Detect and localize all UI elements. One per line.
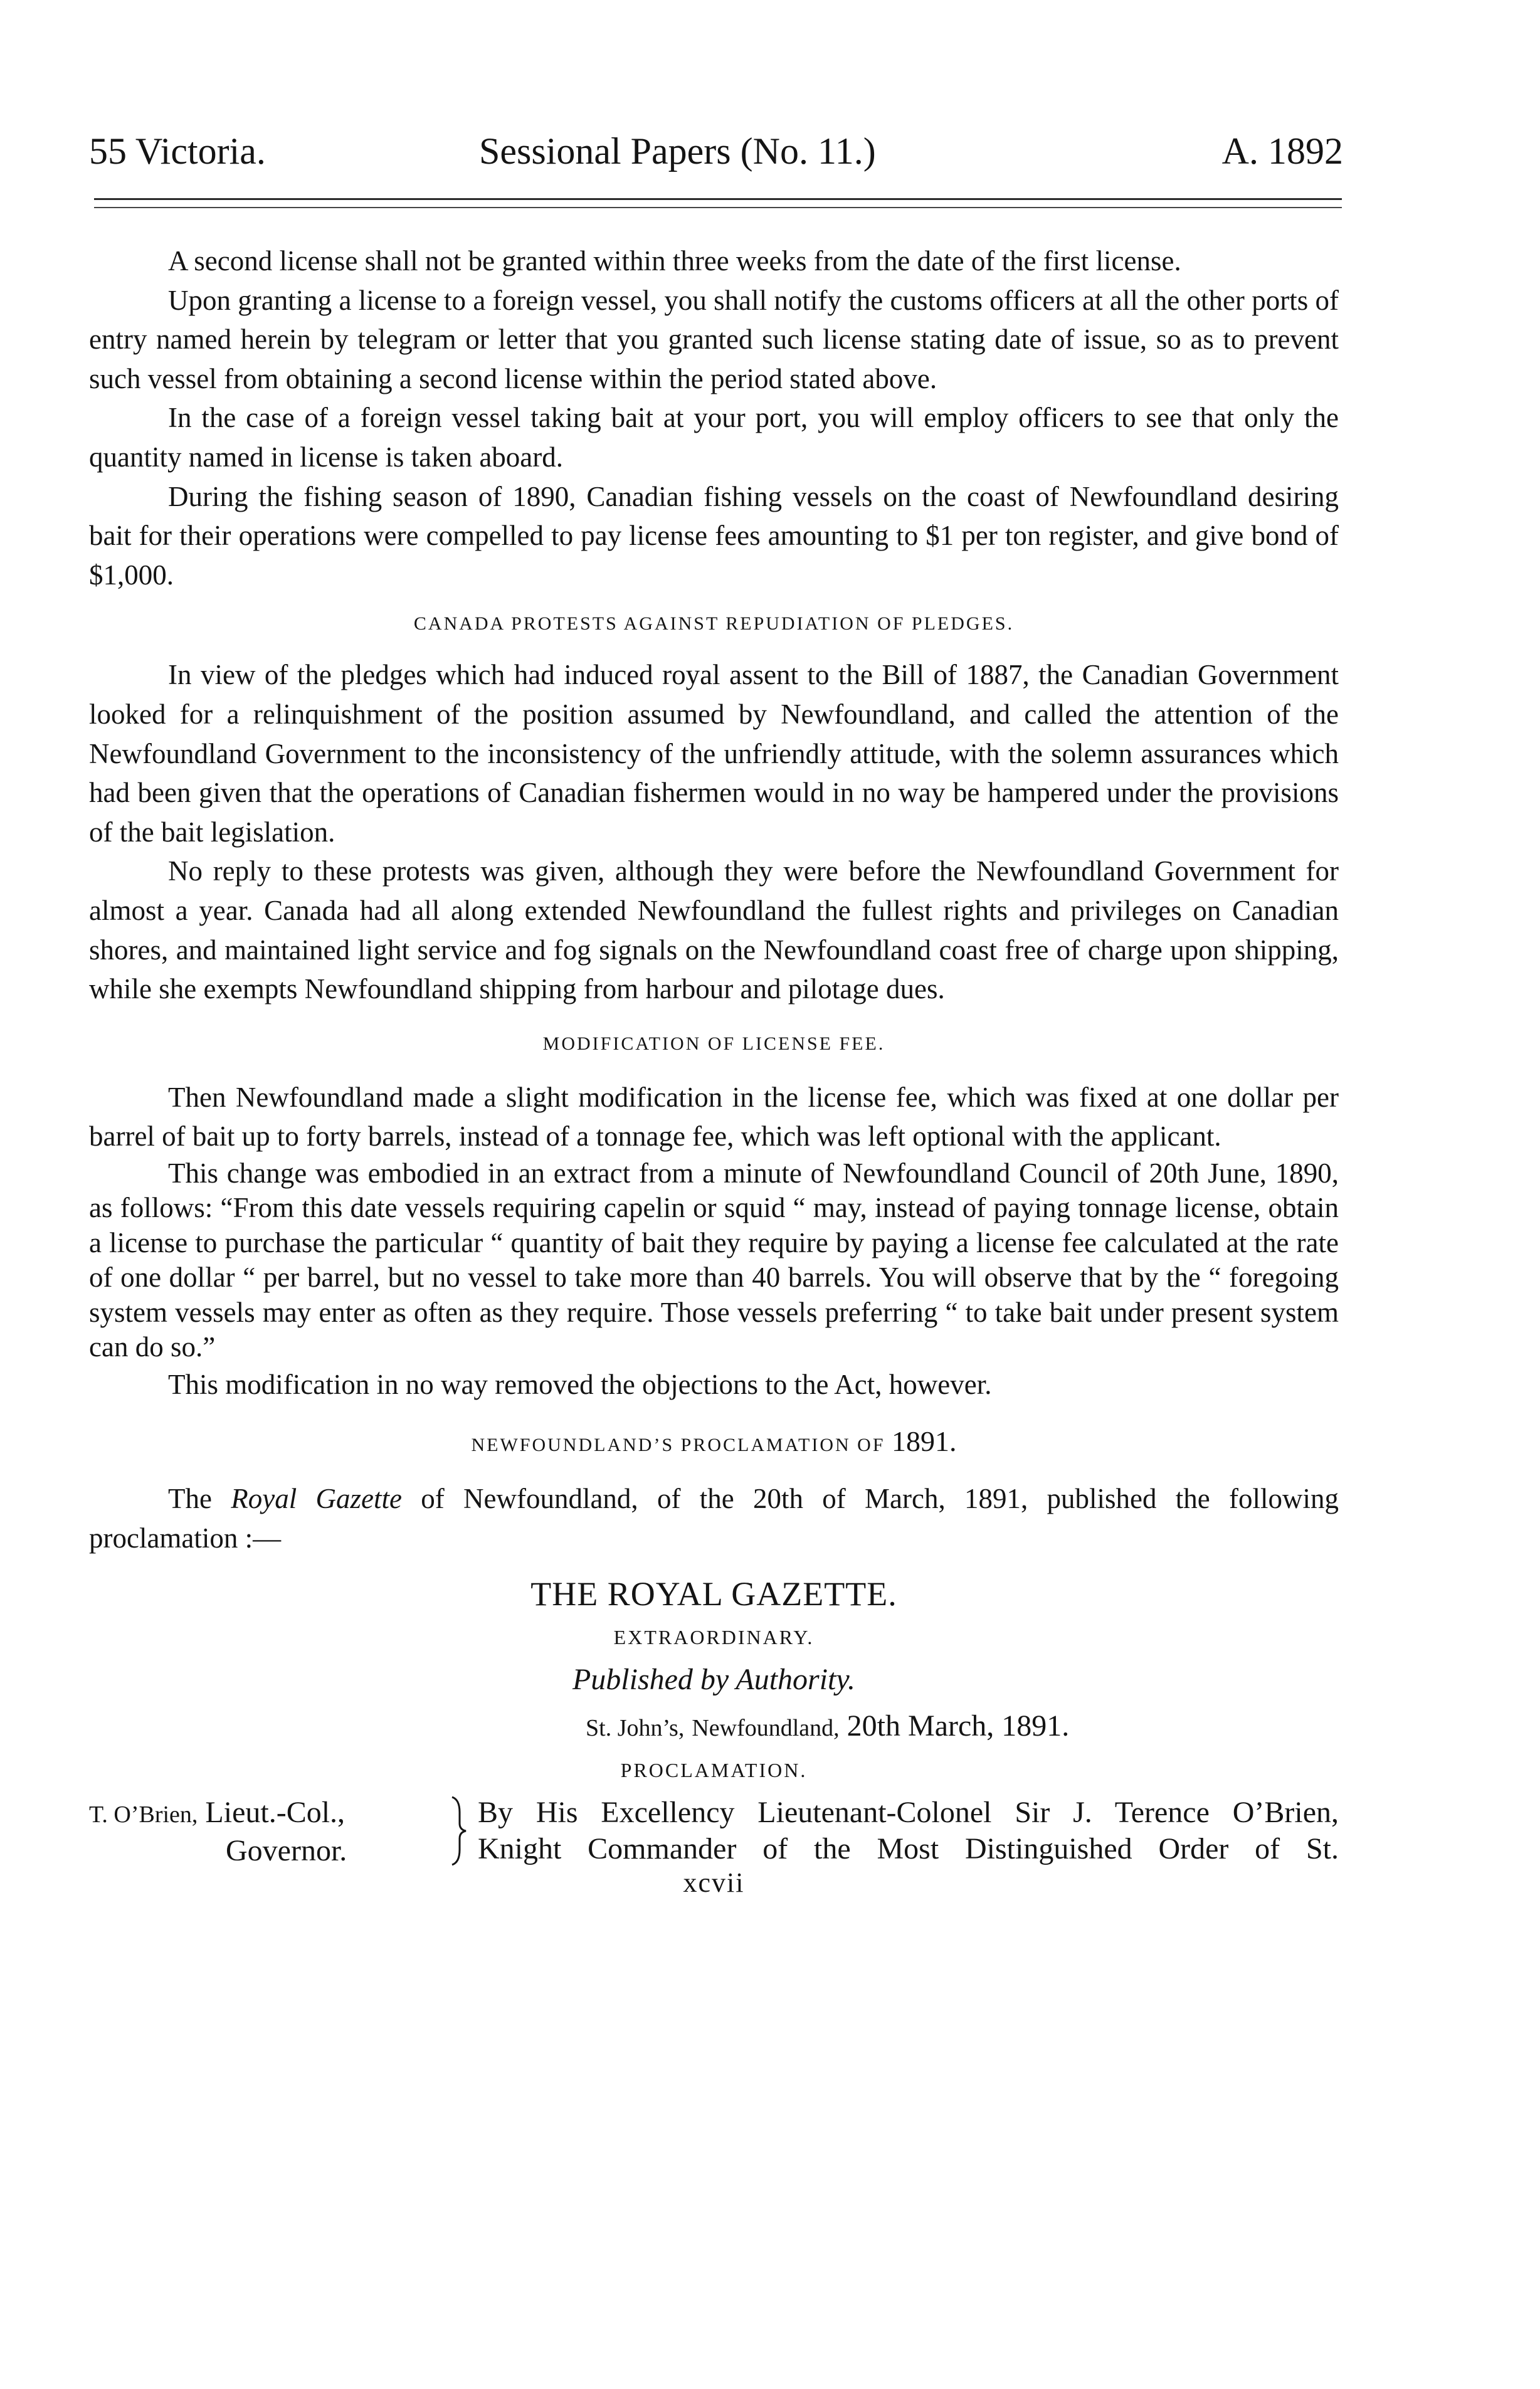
header-title: Sessional Papers (No. 11.) xyxy=(479,130,876,172)
gazette-extraordinary: EXTRAORDINARY. xyxy=(613,1625,815,1648)
paragraph: During the fishing season of 1890, Canadian fishing vessels on the coast of Newfoundland desiring bait for their operations were compelled to pay license fees amounting to $1 per ton register, and give bond of $1,000. xyxy=(89,480,1339,591)
preamble-line: By His Excellency Lieutenant-Colonel Sir J. Terence O’Brien, xyxy=(478,1795,1339,1829)
place-colony: Newfoundland, xyxy=(692,1714,840,1741)
page-folio: xcvii xyxy=(683,1867,745,1898)
gazette-name-italic: Royal Gazette xyxy=(231,1483,402,1515)
section-heading: CANADA PROTESTS AGAINST REPUDIATION OF PLEDGES. xyxy=(413,613,1015,635)
preamble-line: Knight Commander of the Most Distinguished Order of St. xyxy=(478,1832,1339,1865)
paragraph: Then Newfoundland made a slight modification in the license fee, which was fixed at one dollar per barrel of bait up to forty barrels, instead of a tonnage fee, which was left optional with the applicant. xyxy=(89,1081,1339,1152)
text-run: The xyxy=(168,1483,212,1515)
paragraph: Upon granting a license to a foreign vessel, you shall notify the customs officers at all the other ports of entry named herein by telegram or letter that you granted such license stating date of issue, so as to prevent such vessel from obtaining a second license within the period stated above. xyxy=(89,284,1339,394)
gazette-date-line xyxy=(89,1704,1339,1751)
section-heading xyxy=(89,1425,1339,1458)
running-header xyxy=(89,123,1343,179)
signature-block xyxy=(89,1795,1339,1876)
proclamation-heading: PROCLAMATION. xyxy=(620,1758,808,1781)
gazette-title: THE ROYAL GAZETTE. xyxy=(530,1574,897,1613)
body-text xyxy=(89,241,1339,1899)
place-city: St. John’s, xyxy=(586,1714,685,1741)
paragraph xyxy=(89,1479,1339,1558)
text-run: of Newfoundland, of the 20th of March, 1891, published the following proclamation :— xyxy=(89,1483,1339,1554)
paragraph: In view of the pledges which had induced royal assent to the Bill of 1887, the Canadian Government looked for a relinquishment of the position assumed by Newfoundland, and called the attention of the Newfoundland Government to the inconsistency of the unfriendly attitude, with the solemn assurances which had been given that the operations of Canadian fishermen would in no way be hampered under the provisions of the bait legislation. xyxy=(89,659,1339,848)
governor-title: Governor. xyxy=(226,1833,347,1867)
governor-name: T. O’Brien, xyxy=(89,1801,198,1828)
paragraph: In the case of a foreign vessel taking bait at your port, you will employ officers to see that only the quantity named in license is taken aboard. xyxy=(89,402,1339,473)
paragraph-quotation: This change was embodied in an extract from a minute of Newfoundland Council of 20th June, 1890, as follows: “From this date vessels requiring capelin or squid “ may, instead of paying tonnage license, obtain a license to purchase the particular “ quantity of bait they require by paying a license fee calculated at the rate of one dollar “ per barrel, but no vessel to take more than 40 barrels. You will observe that by the “ foregoing system vessels may enter as often as they require. Those vessels preferring “ to take bait under present system can do so.” xyxy=(89,1157,1339,1363)
proclamation-preamble xyxy=(478,1795,1339,1867)
governor-rank: Lieut.-Col., xyxy=(205,1795,345,1829)
paragraph: No reply to these protests was given, although they were before the Newfoundland Government for almost a year. Canada had all along extended Newfoundland the fullest rights and privileges on Canadian shores, and maintained light service and fog signals on the Newfoundland coast free of charge upon shipping, while she exempts Newfoundland shipping from harbour and pilotage dues. xyxy=(89,855,1339,1005)
header-rule-bottom xyxy=(94,207,1342,208)
header-rule-top xyxy=(94,198,1342,200)
gazette-published-by: Published by Authority. xyxy=(572,1662,856,1696)
paragraph: A second license shall not be granted within three weeks from the date of the first license. xyxy=(168,245,1181,277)
paragraph: This modification in no way removed the objections to the Act, however. xyxy=(168,1368,992,1400)
date-text: 20th March, 1891. xyxy=(846,1709,1070,1743)
header-session: 55 Victoria. xyxy=(89,130,266,172)
section-heading: MODIFICATION OF LICENSE FEE. xyxy=(542,1033,885,1054)
brace-icon xyxy=(450,1795,468,1867)
governor-signature xyxy=(89,1795,465,1869)
header-year: A. 1892 xyxy=(1221,130,1343,172)
heading-text: NEWFOUNDLAND’S PROCLAMATION OF xyxy=(471,1435,885,1456)
heading-year: 1891. xyxy=(892,1425,957,1458)
